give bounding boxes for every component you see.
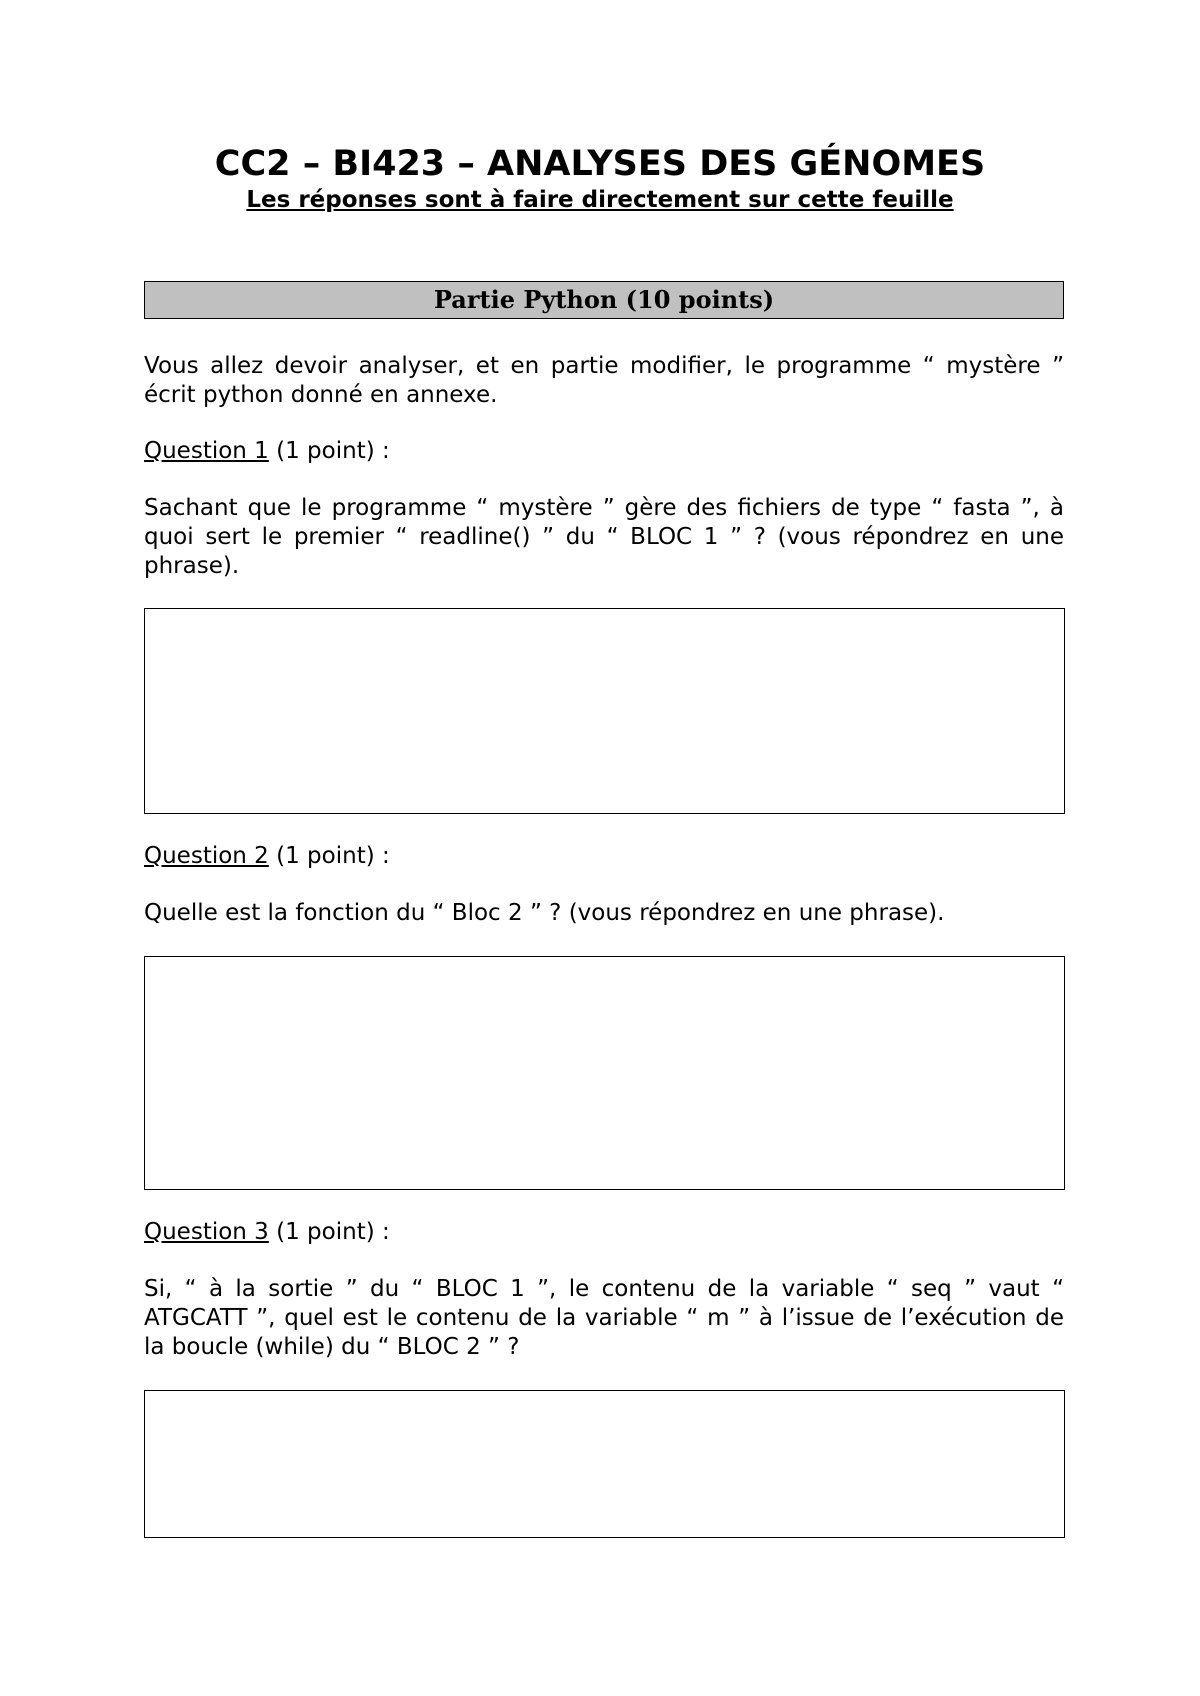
question-2-text: Quelle est la fonction du “ Bloc 2 ” ? (vous répondrez en une phrase). — [144, 900, 945, 926]
question-3-answer-box[interactable] — [144, 1390, 1065, 1538]
section-header: Partie Python (10 points) — [144, 281, 1064, 319]
question-2-points: (1 point) : — [268, 843, 390, 869]
question-3-points: (1 point) : — [268, 1219, 390, 1245]
question-3-text: Si, “ à la sortie ” du “ BLOC 1 ”, le contenu de la variable “ seq ” vaut “ ATGCATT ”, quel est le contenu de la variable “ m ” à l’issue de l’exécution de la boucle (while) du “ BLOC 2 ” ? — [144, 1276, 1064, 1360]
page-subtitle: Les réponses sont à faire directement sur cette feuille — [246, 187, 954, 213]
question-1-heading — [144, 437, 390, 466]
question-1-points: (1 point) : — [268, 438, 390, 464]
question-3-label: Question 3 — [144, 1219, 269, 1245]
question-2-heading — [144, 842, 390, 871]
question-1-answer-box[interactable] — [144, 608, 1065, 814]
intro-paragraph: Vous allez devoir analyser, et en partie modifier, le programme “ mystère ” écrit python donné en annexe. — [144, 353, 1064, 408]
question-2-label: Question 2 — [144, 843, 269, 869]
page-title: CC2 – BI423 – ANALYSES DES GÉNOMES — [214, 144, 986, 184]
question-1-label: Question 1 — [144, 438, 269, 464]
question-3-heading — [144, 1218, 390, 1247]
question-2-answer-box[interactable] — [144, 956, 1065, 1190]
question-1-text: Sachant que le programme “ mystère ” gère des fichiers de type “ fasta ”, à quoi sert le premier “ readline() ” du “ BLOC 1 ” ? (vous répondrez en une phrase). — [144, 495, 1064, 579]
